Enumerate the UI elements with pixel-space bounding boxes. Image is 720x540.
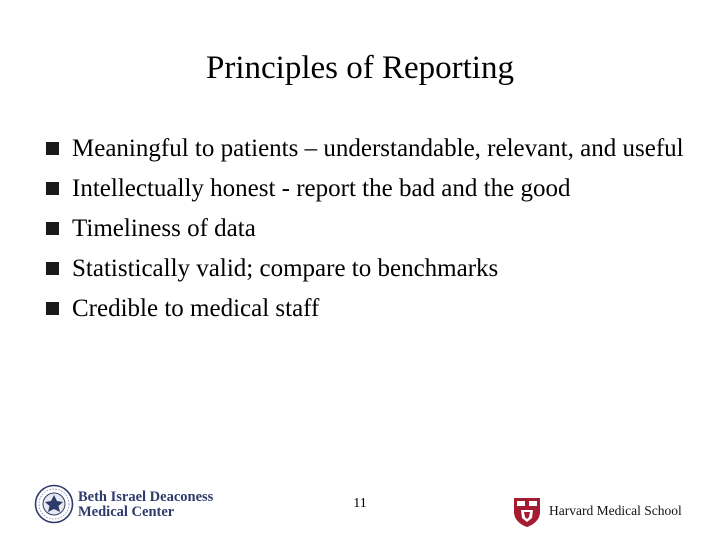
bullet-item — [46, 214, 696, 244]
bullet-text: Timeliness of data — [72, 215, 256, 242]
hms-wordmark: Harvard Medical School — [549, 503, 682, 518]
square-bullet-icon — [46, 222, 59, 235]
bullet-item — [46, 134, 696, 164]
bidmc-line2: Medical Center — [78, 504, 175, 520]
harvard-shield-icon — [512, 496, 542, 528]
page-number: 11 — [353, 496, 367, 511]
square-bullet-icon — [46, 142, 59, 155]
bullet-text: Credible to medical staff — [72, 295, 320, 322]
bidmc-seal-icon — [34, 484, 74, 524]
bullet-text: Intellectually honest - report the bad and the good — [72, 175, 571, 202]
bullet-item — [46, 174, 696, 204]
slide-title: Principles of Reporting — [206, 50, 514, 86]
square-bullet-icon — [46, 262, 59, 275]
bidmc-wordmark — [78, 490, 213, 520]
bidmc-logo — [34, 484, 234, 528]
hms-logo — [512, 496, 692, 530]
bullet-list — [46, 134, 696, 334]
square-bullet-icon — [46, 302, 59, 315]
bullet-item — [46, 294, 696, 324]
bullet-text: Meaningful to patients – understandable, relevant, and useful — [72, 135, 684, 162]
bullet-text: Statistically valid; compare to benchmarks — [72, 255, 499, 282]
bullet-item — [46, 254, 696, 284]
bidmc-line1: Beth Israel Deaconess — [78, 489, 214, 505]
square-bullet-icon — [46, 182, 59, 195]
